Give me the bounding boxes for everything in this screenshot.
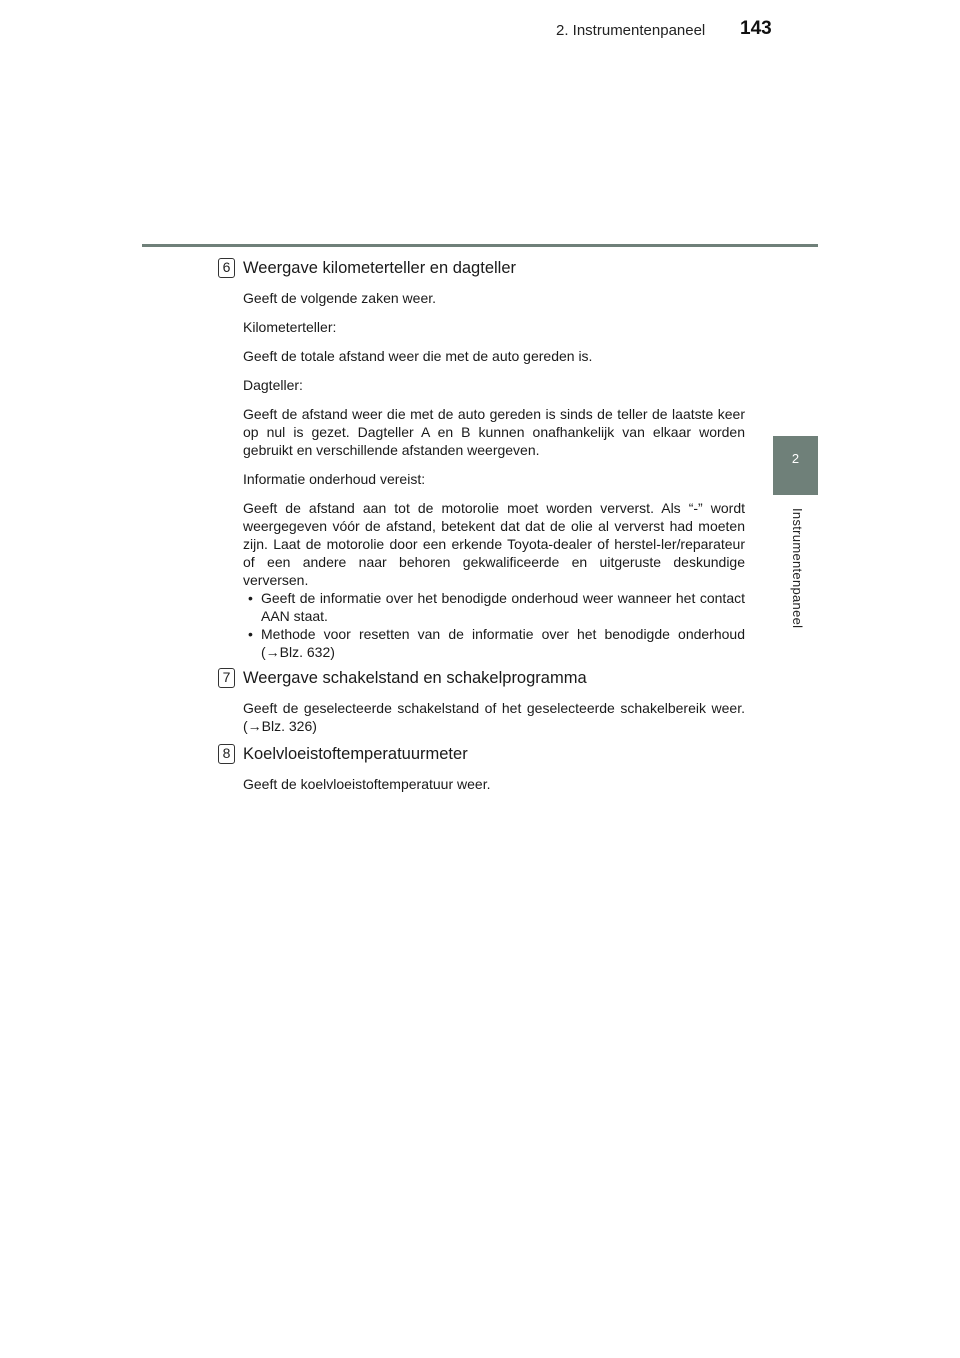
- item-number-badge: 8: [218, 744, 235, 764]
- item-title: Koelvloeistoftemperatuurmeter: [243, 745, 468, 763]
- item-title: Weergave schakelstand en schakelprogramma: [243, 669, 587, 687]
- page-content: [218, 250, 745, 793]
- item-heading-6: [218, 255, 745, 283]
- bullet-icon: •: [248, 590, 253, 606]
- paragraph: Informatie onderhoud vereist:: [243, 471, 426, 487]
- page-number: 143: [740, 18, 772, 39]
- paragraph: Geeft de koelvloeistoftemperatuur weer.: [243, 776, 491, 792]
- item-heading-8: [218, 741, 745, 769]
- chapter-tab-label: Instrumentenpaneel: [790, 508, 805, 629]
- section-title: 2. Instrumentenpaneel: [556, 22, 706, 39]
- header-divider: [142, 244, 818, 247]
- bullet-icon: •: [248, 626, 253, 642]
- item-number-badge: 7: [218, 668, 235, 688]
- list-item: [243, 625, 745, 661]
- item-body-8: [243, 775, 745, 793]
- paragraph: Geeft de afstand aan tot de motorolie moet worden ververst. Als “-” wordt weergegeven vóór de afstand, betekent dat dat de olie al ververst had moeten zijn. Laat de motorolie door een erkende Toyota-dealer of herstel-ler/reparateur of een andere naar behoren gekwalificeerde en uitgeruste deskundige verversen.: [243, 500, 745, 588]
- item-number-badge: 6: [218, 258, 235, 278]
- list-item-text: Geeft de informatie over het benodigde onderhoud weer wanneer het contact AAN staat.: [261, 590, 745, 624]
- item-heading-7: [218, 665, 745, 693]
- paragraph: Dagteller:: [243, 377, 303, 393]
- list-item: [243, 589, 745, 625]
- paragraph: Kilometerteller:: [243, 319, 337, 335]
- item-title: Weergave kilometerteller en dagteller: [243, 259, 516, 277]
- item-body-6: [243, 289, 745, 661]
- item-body-7: [243, 699, 745, 735]
- chapter-tab: 2: [773, 436, 818, 495]
- list-item-text: Methode voor resetten van de informatie over het benodigde onderhoud (→Blz. 632): [261, 626, 745, 660]
- paragraph: Geeft de volgende zaken weer.: [243, 290, 437, 306]
- paragraph: Geeft de geselecteerde schakelstand of het geselecteerde schakelbereik weer. (→Blz. 326): [243, 700, 745, 734]
- paragraph: Geeft de afstand weer die met de auto gereden is sinds de teller de laatste keer op nul is gezet. Dagteller A en B kunnen onafhankelijk van elkaar worden gebruikt en verschillende afstanden weergeven.: [243, 406, 745, 458]
- bullet-list: [243, 589, 745, 661]
- paragraph: Geeft de totale afstand weer die met de auto gereden is.: [243, 348, 593, 364]
